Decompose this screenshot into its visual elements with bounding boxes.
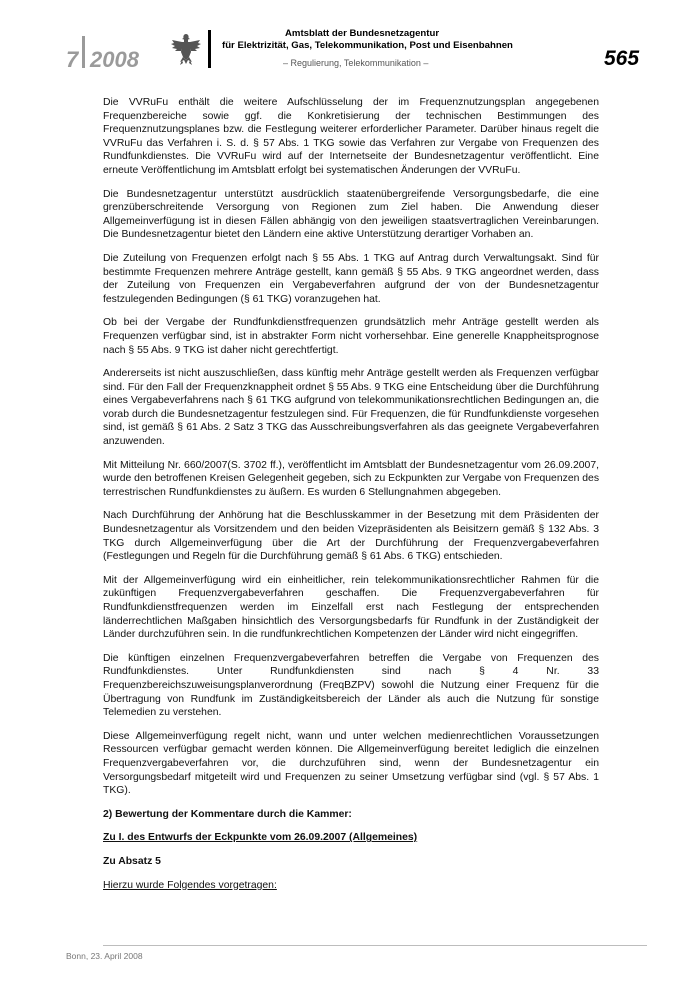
paragraph: Diese Allgemeinverfügung regelt nicht, wann und unter welchen medienrechtlichen Voraussetzungen Ressourcen verfügbar gemacht werden können. Die Allgemeinverfügung bereitet lediglich die einzelnen Frequenzvergabeverfahren vor, die durchzuführen sind, wenn der Bundesnetzagentur ein Versorgungsbedarf mitgeteilt wird und Frequenzen zu seiner Umsetzung verfügbar sind (vgl. § 57 Abs. 1 TKG). [103,730,599,797]
subsection-heading: Zu I. des Entwurfs der Eckpunkte vom 26.09.2007 (Allgemeines) [103,832,418,844]
paragraph: Nach Durchführung der Anhörung hat die Beschlusskammer in der Besetzung mit dem Präsidenten der Bundesnetzagentur als Vorsitzendem und den beiden Vizepräsidenten als Beisitzern gemäß § 132 Abs. 3 TKG durch Allgemeinverfügung über die Art der Durchführung der Frequenzvergabeverfahren (Festlegungen und Regeln für die Durchführung gemäß § 61 Abs. 6 TKG) entschieden. [103,510,599,563]
paragraph: Die Bundesnetzagentur unterstützt ausdrücklich staatenübergreifende Versorgungsbedarfe, die eine grenzüberschreitende Versorgung von Regionen zum Ziel haben. Die Anwendung dieser Allgemeinverfügung ist in diesen Fällen abhängig von den jeweiligen staatsvertraglichen Vereinbarungen. Die Bundesnetzagentur bietet den Ländern eine aktive Unterstützung derartiger Vorhaben an. [103,188,599,241]
publication-title-line1: Amtsblatt der Bundesnetzagentur [285,28,440,39]
federal-eagle-icon [168,30,204,68]
paragraph: Mit der Allgemeinverfügung wird ein einheitlicher, rein telekommunikationsrechtlicher Rahmen für die zukünftigen Frequenzvergabeverfahren geschaffen. Die Frequenzvergabeverfahren für Rundfunkdienstfrequenzen werden im Einzelfall erst nach Festlegung der entsprechenden länderrechtlichen Maßgaben hinsichtlich des Versorgungsbedarfs für Rundfunk in der Zuständigkeit der Länder durchzuführen sein. In die rundfunkrechtlichen Kompetenzen der Länder wird nicht eingegriffen. [103,574,599,641]
publication-title-line2: für Elektrizität, Gas, Telekommunikation, Post und Eisenbahnen [222,40,513,51]
footer-date: Bonn, 23. April 2008 [66,951,143,961]
header-divider [208,30,211,68]
intro-line: Hierzu wurde Folgendes vorgetragen: [103,879,277,891]
page-number: 565 [604,47,640,70]
issue-divider [82,36,85,68]
paragraph: Mit Mitteilung Nr. 660/2007(S. 3702 ff.), veröffentlicht im Amtsblatt der Bundesnetzagentur vom 26.09.2007, wurde den betroffenen Kreisen Gelegenheit gegeben, sich zu Eckpunkten zur Vergabe von Frequenzen des terrestrischen Rundfunkdienstes zu äußern. Es wurden 6 Stellungnahmen abgegeben. [103,459,600,498]
paragraph: Die VVRuFu enthält die weitere Aufschlüsselung der im Frequenznutzungsplan angegebenen Frequenzbereiche sowie ggf. die Konkretisierung der technischen Bestimmungen des Frequenznutzungsplanes bzw. die Festlegung weiterer erforderlicher Parameter. Darüber hinaus regelt die VVRuFu das Verfahren i. S. d. § 57 Abs. 1 TKG sowie das Verfahren zur Vergabe von Frequenzen des Rundfunkdienstes. Die VVRuFu wird auf der Internetseite der Bundesnetzagentur veröffentlicht. Eine erneute Veröffentlichung im Amtsblatt erfolgt bei systematischen Änderungen der VVRuFu. [103,97,599,176]
paragraph: Die Zuteilung von Frequenzen erfolgt nach § 55 Abs. 1 TKG auf Antrag durch Verwaltungsakt. Sind für bestimmte Frequenzen mehrere Anträge gestellt, kann gemäß § 55 Abs. 9 TKG angeordnet werden, dass der Zuteilung von Frequenzen ein Vergabeverfahren aufgrund der von der Bundesnetzagentur festzulegenden Bedingungen (§ 61 TKG) voranzugehen hat. [103,252,599,305]
issue-year: 2008 [90,47,139,72]
paragraph: Ob bei der Vergabe der Rundfunkdienstfrequenzen grundsätzlich mehr Anträge gestellt werden als Frequenzen verfügbar sind, ist in abstrakter Form nicht vorhersehbar. Eine generelle Knappheitsprognose nach § 55 Abs. 9 TKG ist daher nicht gerechtfertigt. [103,317,599,356]
issue-number: 7 [66,47,79,72]
page-header [0,0,700,80]
publication-title [222,28,622,52]
document-body [103,96,599,902]
section-heading: 2) Bewertung der Kommentare durch die Kammer: [103,808,352,820]
paragraph: Andererseits ist nicht auszuschließen, dass künftig mehr Anträge gestellt werden als Frequenzen verfügbar sind. Für den Fall der Frequenzknappheit ordnet § 55 Abs. 9 TKG eine Entscheidung über die Durchführung eines Vergabeverfahrens nach § 61 TKG aufgrund von telekommunikationsrechtlichen Bedingungen an, die vorab durch die Bundesnetzagentur festzulegen sind. Für Frequenzen, die für Rundfunkdienste vorgesehen sind, ist gemäß § 61 Abs. 2 Satz 3 TKG das Ausschreibungsverfahren als das geeignete Vergabeverfahren anzuwenden. [103,368,599,448]
footer-divider [103,945,647,946]
paragraph: Die künftigen einzelnen Frequenzvergabeverfahren betreffen die Vergabe von Frequenzen des Rundfunkdienstes. Unter Rundfunkdiensten sind nach § 4 Nr. 33 Frequenzbereichszuweisungsplanverordnung (FreqBZPV) sowohl die Nutzung einer Frequenz für die Übertragung von Rundfunk im Zuständigkeitsbereich der Länder als auch die Nutzung für sonstige Telemedien zu verstehen. [103,652,599,719]
publication-subtitle: – Regulierung, Telekommunikation – [283,58,429,68]
absatz-heading: Zu Absatz 5 [103,855,161,867]
